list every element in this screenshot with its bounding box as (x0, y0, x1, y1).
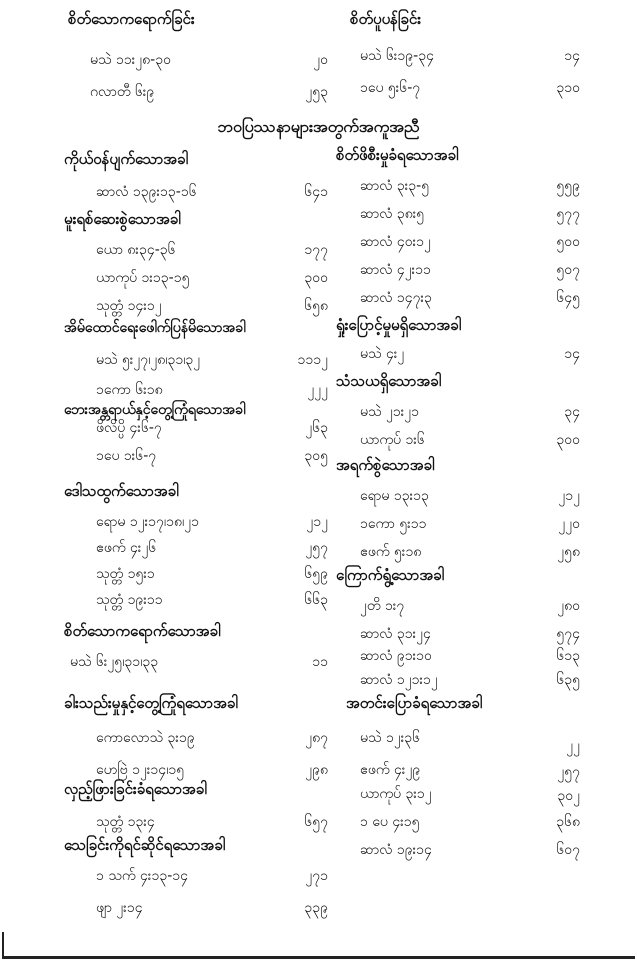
right-entry-ref: ယာကုပ် ၁း၆ (360, 432, 425, 448)
left-entry-ref: သုတ္တံ ၁၉း၁၁ (96, 592, 163, 608)
left-entry-ref: ၁ သက် ၄း၁၃-၁၄ (96, 868, 188, 884)
right-entry-ref: ဆာလံ ၃၈း၅ (360, 206, 425, 222)
left-entry-page: ၂၈၇ (305, 730, 328, 746)
left-entry-page: ၂၉၈ (305, 762, 328, 778)
right-entry-page: ၃၀၀ (556, 432, 580, 448)
right-entry-page: ၂၈၀ (557, 598, 580, 614)
left-heading: ဒေါသထွက်သောအခါ (64, 482, 179, 500)
right-entry-page: ၃၀၂ (557, 788, 580, 804)
left-entry-ref: ဧဖက် ၄း၂၆ (96, 540, 157, 556)
left-heading: လှည့်ဖြားခြင်းခံရသောအခါ (64, 780, 207, 798)
right-entry-ref: ဆာလံ ၁၉း၁၄ (360, 842, 432, 858)
right-entry-ref: ဆာလံ ၄၀း၁၂ (360, 234, 431, 250)
left-entry-page: ၂၅၇ (305, 540, 328, 556)
left-entry-ref: သုတ္တံ ၁၄း၁၂ (96, 298, 162, 314)
left-entry-ref: ဟေဗြဲ ၁၂း၁၄၊၁၅ (96, 762, 185, 778)
left-entry-ref: ယော ၈း၃၄-၃၆ (96, 242, 176, 258)
right-entry-ref: ဆာလံ ၃၁း၂၄ (360, 626, 431, 642)
right-entry-ref: မသဲ ၁၂း၃၆ (360, 730, 421, 746)
top-left-entry-ref: မသဲ ၁၁း၂၈-၃၀ (90, 52, 171, 68)
right-entry-page: ၅၇၄ (556, 626, 580, 642)
right-entry-page: ၅၅၉ (556, 178, 580, 194)
right-entry-ref: ရောမ ၁၃း၁၃ (360, 488, 429, 504)
right-entry-ref: မသဲ ၂၁း၂၁ (360, 404, 420, 420)
left-entry-page: ၂၇၁ (305, 868, 328, 884)
right-entry-page: ၂၁၂ (558, 488, 580, 504)
left-entry-page: ၃၀၀ (304, 270, 328, 286)
right-heading: အရက်စွဲသောအခါ (336, 456, 435, 474)
bottom-border-line (2, 956, 635, 959)
right-entry-page: ၂၅၈ (557, 544, 580, 560)
right-entry-page: ၂၅၇ (557, 764, 580, 780)
left-heading: စိတ်သောကရောက်သောအခါ (64, 622, 221, 640)
left-entry-page: ၆၄၁ (304, 184, 328, 200)
right-heading: သံသယရှိသောအခါ (336, 372, 442, 390)
left-heading: သေခြင်းကိုရင်ဆိုင်ရသောအခါ (64, 836, 226, 854)
right-entry-page: ၂၂ (566, 738, 580, 754)
right-heading: အတင်းပြောခံရသောအခါ (346, 694, 483, 712)
right-entry-page: ၆၄၅ (556, 290, 580, 306)
top-left-entry-page: ၂၅၃ (305, 84, 328, 100)
left-entry-page: ၆၆၃ (304, 592, 328, 608)
left-entry-page: ၆၅၉ (304, 566, 328, 582)
right-entry-page: ၅၀၇ (556, 262, 580, 278)
right-entry-ref: ဧဖက် ၄း၂၉ (360, 762, 421, 778)
right-entry-ref: ဆာလံ ၉၁း၁၀ (360, 648, 432, 664)
right-entry-page: ၅၇၇ (556, 206, 580, 222)
right-entry-ref: ဆာလံ ၁၂၁း၁၂ (360, 672, 438, 688)
top-left-heading: စိတ်သောကရောက်ခြင်း (68, 10, 195, 28)
left-entry-ref: ဖျာ ၂း၁၄ (96, 900, 143, 916)
top-left-entry-page: ၂၀ (313, 52, 328, 68)
left-entry-ref: ဖိလိပ္ပိ ၄း၆-၇ (96, 420, 162, 436)
left-entry-ref: ယာကုပ် ၁း၁၃-၁၅ (96, 270, 190, 286)
top-right-entry-ref: မသဲ ၆း၁၉-၃၄ (360, 48, 434, 64)
right-entry-ref: မသဲ ၄း၂ (360, 346, 405, 362)
top-right-heading: စိတ်ပူပန်ခြင်း (350, 10, 422, 28)
right-entry-page: ၅၀၀ (556, 234, 580, 250)
left-entry-ref: ၁ပေ ၁း၆-၇ (96, 448, 157, 464)
right-heading: ကြောက်ရွံ့သောအခါ (336, 566, 445, 584)
left-entry-page: ၁၇၇ (304, 242, 328, 258)
right-heading: ရှုံးပြောင့်မှုမရှိသောအခါ (336, 316, 462, 334)
left-entry-page: ၂၂၂ (307, 382, 328, 398)
left-entry-page: ၁၁ (312, 654, 328, 670)
left-entry-ref: ၁ကော ၆း၁၈ (96, 382, 163, 398)
left-heading: ကိုယ်ဝန်ပျက်သောအခါ (64, 150, 189, 168)
left-heading: ဘေးအန္တရာယ်နှင့်တွေ့ကြုံရသောအခါ (64, 402, 246, 418)
left-entry-ref: ရောမ ၁၂း၁၇၊၁၈၊၂၁ (96, 514, 199, 530)
left-entry-page: ၁၁၁၂ (297, 352, 328, 368)
right-entry-page: ၆၀၇ (556, 842, 580, 858)
left-border-line (2, 932, 4, 958)
left-heading: အိမ်ထောင်ရေးဖေါက်ပြန်မိသောအခါ (64, 320, 246, 336)
right-entry-ref: ဆာလံ ၃း၃-၅ (360, 178, 430, 194)
left-entry-ref: မသဲ ၅း၂၇၊၂၈၊၃၁၊၃၂ (96, 352, 201, 368)
left-entry-page: ၂၆၃ (305, 420, 328, 436)
right-entry-page: ၆၁၃ (556, 648, 580, 664)
left-entry-ref: ဆာလံ ၁၃၉း၁၃-၁၆ (96, 184, 197, 200)
right-entry-ref: ဧဖက် ၅း၁၈ (360, 544, 422, 560)
right-entry-page: ၂၂၀ (558, 516, 580, 532)
right-entry-page: ၁၄ (564, 346, 580, 362)
right-heading: စိတ်ဖိစီးမှုခံရသောအခါ (336, 146, 459, 164)
right-entry-ref: ဆာလံ ၁၄၇း၃ (360, 290, 432, 306)
left-entry-ref: သုတ္တံ ၁၃း၄ (96, 814, 155, 830)
top-right-entry-ref: ၁ပေ ၅း၆-၇ (360, 80, 421, 96)
left-entry-page: ၂၁၂ (306, 514, 328, 530)
top-right-entry-page: ၁၄ (564, 48, 580, 64)
left-entry-ref: သုတ္တံ ၁၅း၁ (96, 566, 155, 582)
top-left-entry-ref: ဂလာတီ ၆း၉ (90, 84, 155, 100)
left-entry-page: ၃၀၅ (304, 448, 328, 464)
left-entry-page: ၃၃၉ (304, 900, 328, 916)
left-entry-page: ၆၅၇ (304, 814, 328, 830)
right-entry-page: ၃၄ (564, 404, 580, 420)
right-entry-page: ၆၃၅ (556, 672, 580, 688)
left-heading: ခါးသည်းမှုနှင့်တွေ့ကြုံရသောအခါ (64, 694, 238, 712)
left-entry-ref: ကောလောသဲ ၃း၁၉ (96, 730, 195, 746)
section-title: ဘဝပြဿနာများအတွက်အကူအညီ (217, 117, 420, 136)
right-entry-page: ၃၆၈ (556, 814, 580, 830)
top-right-entry-page: ၃၁၀ (556, 80, 580, 96)
right-entry-ref: ၂တိ ၁း၇ (360, 598, 405, 614)
right-entry-ref: ဆာလံ ၄၂း၁၁ (360, 262, 431, 278)
left-entry-ref: မသဲ ၆း၂၅၊၃၁၊၃၃ (70, 654, 159, 670)
right-entry-ref: ၁ ပေ ၄း၁၅ (360, 814, 420, 830)
right-entry-ref: ၁ကော ၅း၁၁ (360, 516, 427, 532)
left-heading: မူးရစ်ဆေးစွဲသောအခါ (64, 210, 181, 228)
right-entry-ref: ယာကုပ် ၃း၁၂ (360, 786, 432, 802)
left-entry-page: ၆၅၈ (304, 298, 328, 314)
